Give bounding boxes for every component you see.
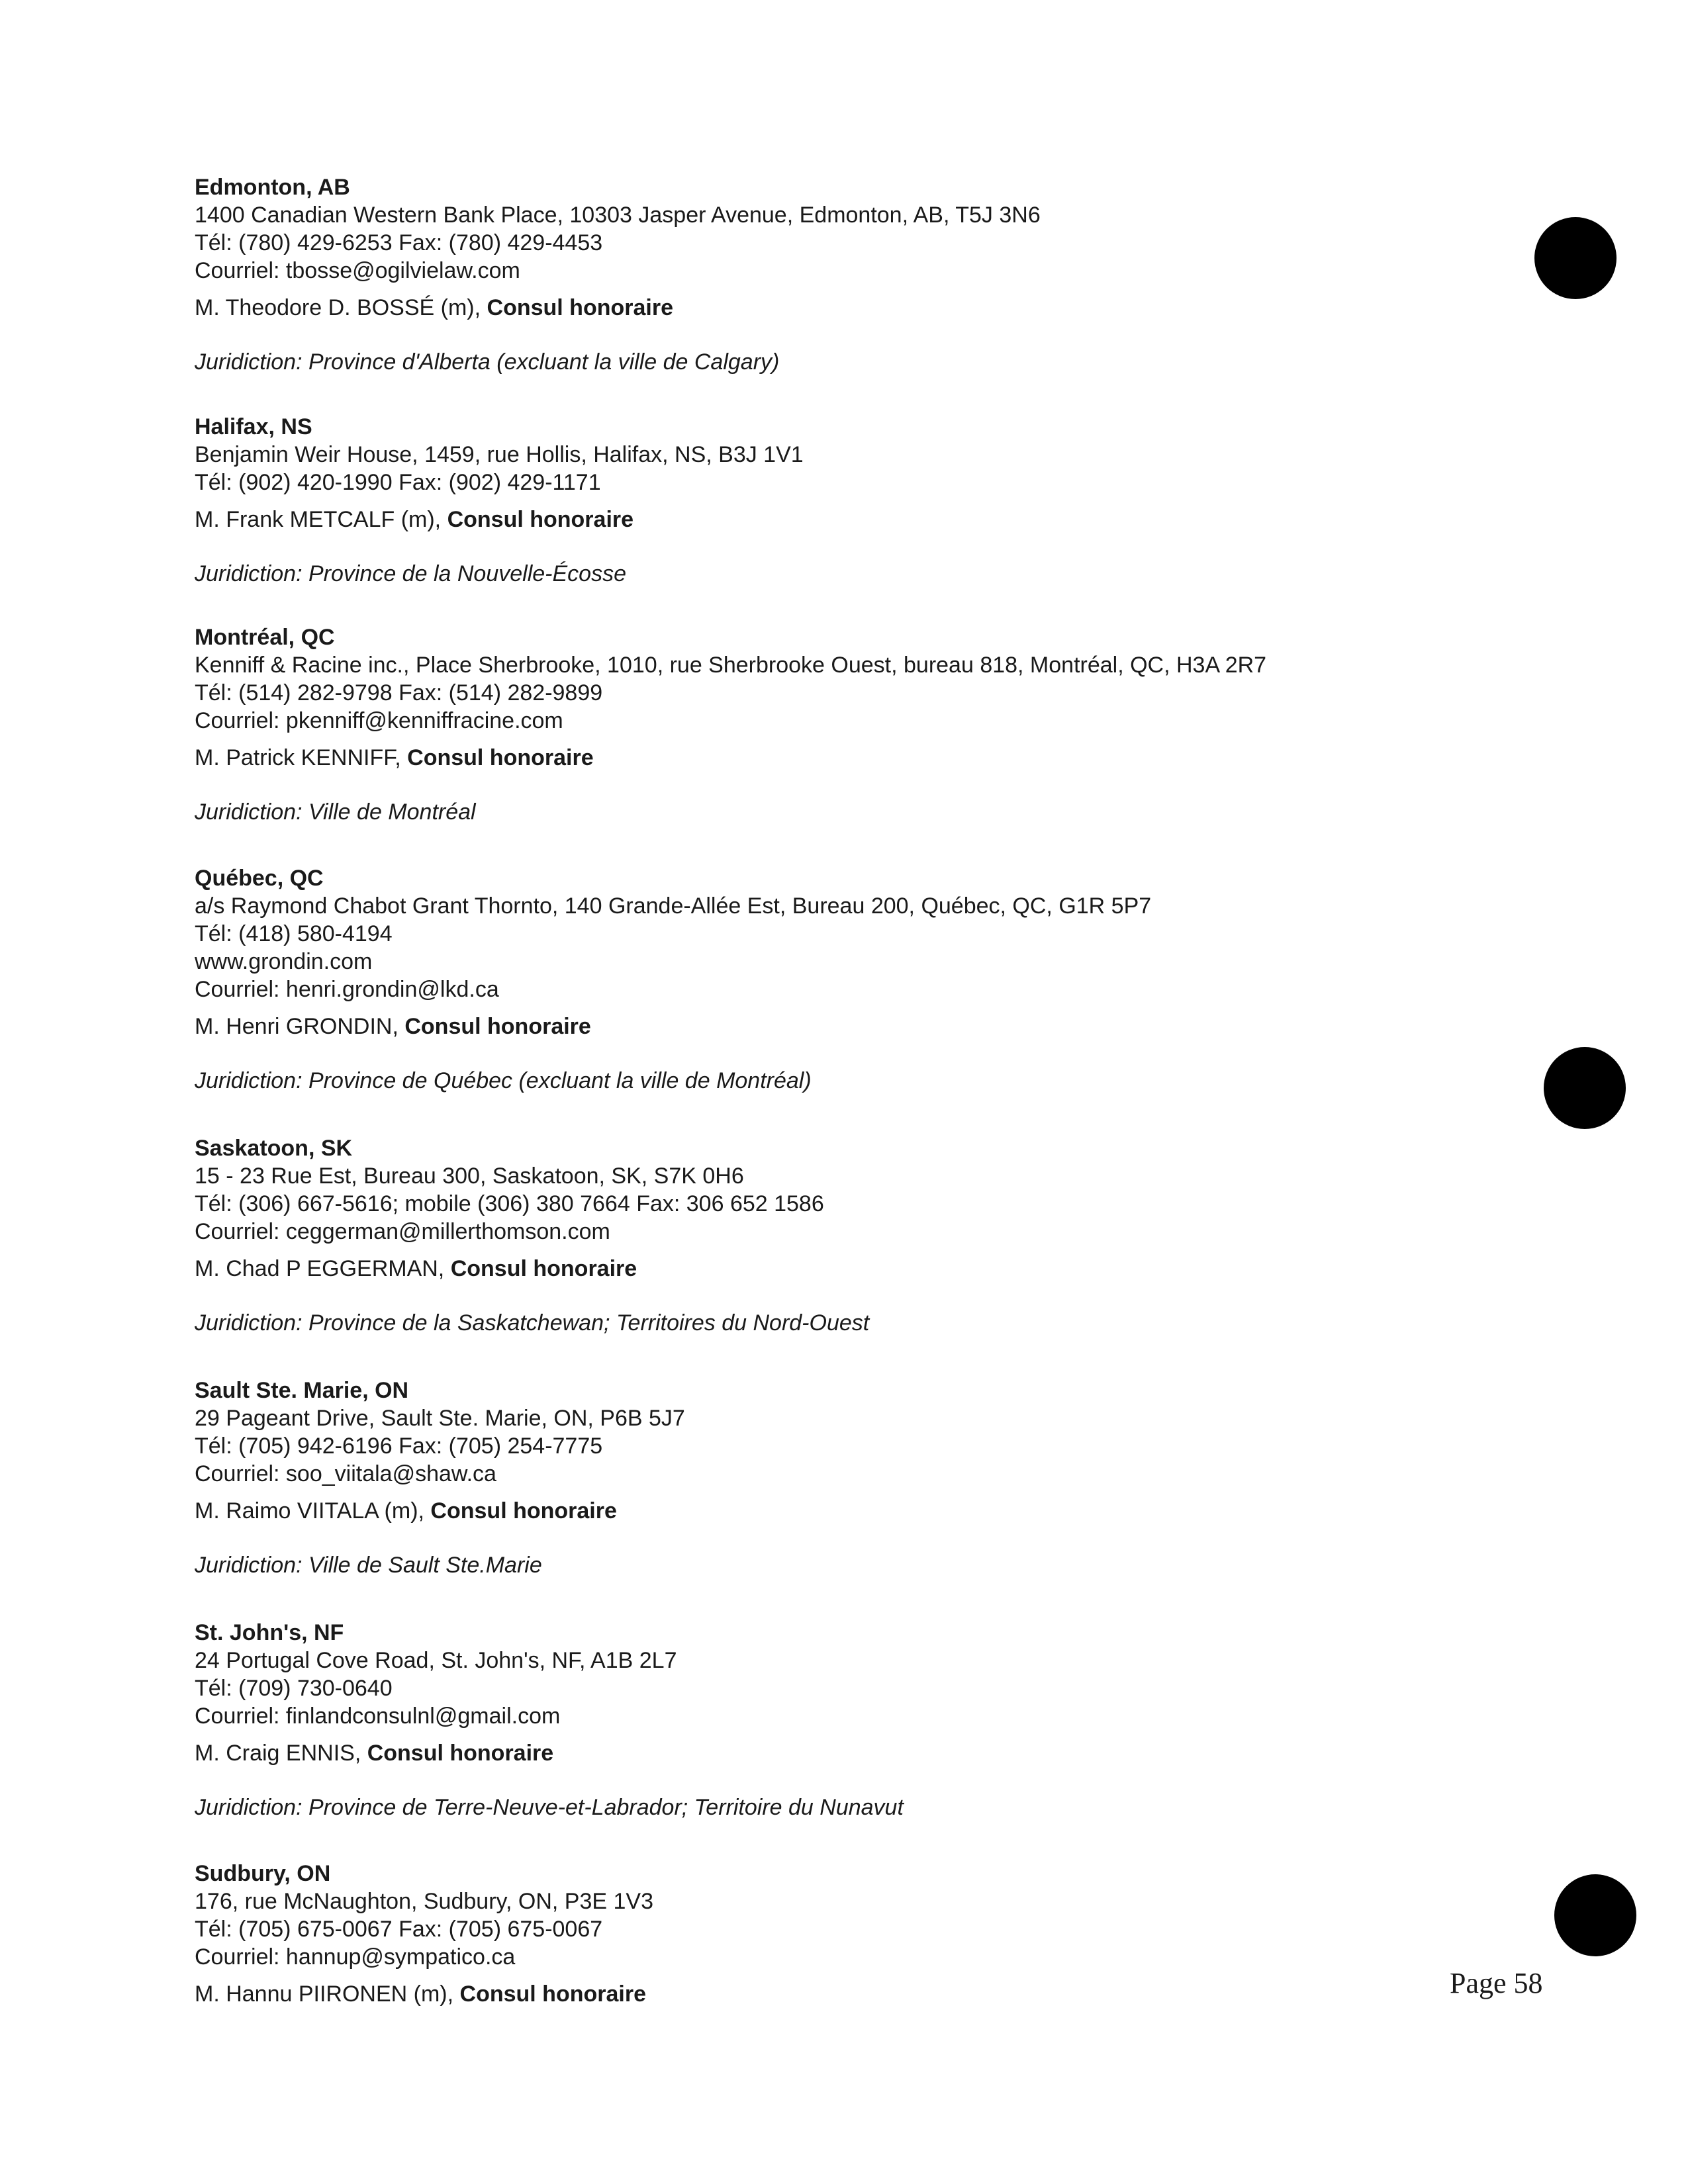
consul-title: Consul honoraire [404,1014,591,1039]
punch-hole-bottom [1554,1874,1636,1956]
consul-title: Consul honoraire [447,507,634,532]
consulate-entry-saskatoon [195,1134,1452,1337]
consul-line [195,1497,1452,1525]
address-line: 24 Portugal Cove Road, St. John's, NF, A1B 2L7 [195,1648,677,1673]
email-line: Courriel: henri.grondin@lkd.ca [195,977,499,1002]
email-line: Courriel: hannup@sympatico.ca [195,1944,516,1970]
city-heading: Halifax, NS [195,414,312,439]
city-heading: Sudbury, ON [195,1861,331,1886]
consul-name: M. Henri GRONDIN, [195,1014,405,1039]
jurisdiction-line: Juridiction: Province de la Nouvelle-Écosse [195,561,626,586]
consul-name: M. Hannu PIIRONEN (m), [195,1981,460,2007]
address-line: 29 Pageant Drive, Sault Ste. Marie, ON, P6B 5J7 [195,1406,685,1431]
consul-title: Consul honoraire [407,745,594,770]
consul-name: M. Patrick KENNIFF, [195,745,408,770]
jurisdiction-line: Juridiction: Ville de Montréal [195,799,476,825]
phone-line: Tél: (514) 282-9798 Fax: (514) 282-9899 [195,680,603,705]
consul-line [195,1255,1452,1283]
city-heading: Sault Ste. Marie, ON [195,1378,409,1403]
consul-title: Consul honoraire [430,1498,617,1524]
consul-line [195,1980,1452,2008]
punch-hole-top [1534,217,1617,299]
phone-line: Tél: (705) 675-0067 Fax: (705) 675-0067 [195,1917,603,1942]
consulate-entry-edmonton [195,173,1452,376]
consul-title: Consul honoraire [367,1741,554,1766]
phone-line: Tél: (709) 730-0640 [195,1676,393,1701]
consul-line [195,1739,1452,1767]
consul-title: Consul honoraire [450,1256,637,1281]
phone-line: Tél: (705) 942-6196 Fax: (705) 254-7775 [195,1433,603,1459]
phone-line: Tél: (902) 420-1990 Fax: (902) 429-1171 [195,470,601,495]
city-heading: St. John's, NF [195,1620,344,1645]
consul-name: M. Chad P EGGERMAN, [195,1256,451,1281]
address-line: a/s Raymond Chabot Grant Thornto, 140 Grande-Allée Est, Bureau 200, Québec, QC, G1R 5P7 [195,893,1152,919]
phone-line: Tél: (780) 429-6253 Fax: (780) 429-4453 [195,230,603,255]
address-line: 1400 Canadian Western Bank Place, 10303 Jasper Avenue, Edmonton, AB, T5J 3N6 [195,203,1041,228]
consul-name: M. Raimo VIITALA (m), [195,1498,431,1524]
website-line: www.grondin.com [195,949,373,974]
email-line: Courriel: ceggerman@millerthomson.com [195,1219,610,1244]
phone-line: Tél: (306) 667-5616; mobile (306) 380 7664 Fax: 306 652 1586 [195,1191,824,1216]
consul-line [195,1013,1452,1040]
city-heading: Québec, QC [195,866,324,891]
jurisdiction-line: Juridiction: Province de la Saskatchewan; Territoires du Nord-Ouest [195,1310,870,1336]
address-line: Benjamin Weir House, 1459, rue Hollis, Halifax, NS, B3J 1V1 [195,442,804,467]
consul-name: M. Theodore D. BOSSÉ (m), [195,295,487,320]
phone-line: Tél: (418) 580-4194 [195,921,393,946]
email-line: Courriel: tbosse@ogilvielaw.com [195,258,520,283]
page-number: Page 58 [1450,1967,1543,1999]
jurisdiction-line: Juridiction: Province de Terre-Neuve-et-Labrador; Territoire du Nunavut [195,1795,904,1820]
email-line: Courriel: finlandconsulnl@gmail.com [195,1704,561,1729]
address-line: Kenniff & Racine inc., Place Sherbrooke, 1010, rue Sherbrooke Ouest, bureau 818, Montréal, QC, H3A 2R7 [195,653,1267,678]
consulate-entry-sault-ste-marie [195,1377,1452,1579]
email-line: Courriel: soo_viitala@shaw.ca [195,1461,496,1486]
city-heading: Saskatoon, SK [195,1136,353,1161]
jurisdiction-line: Juridiction: Ville de Sault Ste.Marie [195,1553,542,1578]
consulate-entry-quebec [195,864,1452,1095]
consul-name: M. Craig ENNIS, [195,1741,367,1766]
city-heading: Edmonton, AB [195,175,350,200]
consul-line [195,294,1452,322]
consulate-entry-montreal [195,623,1452,826]
city-heading: Montréal, QC [195,625,335,650]
punch-hole-middle [1544,1047,1626,1129]
consul-title: Consul honoraire [487,295,673,320]
consulate-entry-sudbury [195,1860,1452,2008]
jurisdiction-line: Juridiction: Province de Québec (excluant la ville de Montréal) [195,1068,812,1093]
consulate-entry-st-johns [195,1619,1452,1821]
address-line: 15 - 23 Rue Est, Bureau 300, Saskatoon, SK, S7K 0H6 [195,1163,744,1189]
consul-line [195,506,1452,533]
consul-name: M. Frank METCALF (m), [195,507,447,532]
jurisdiction-line: Juridiction: Province d'Alberta (excluant la ville de Calgary) [195,349,780,375]
consulate-entry-halifax [195,413,1452,588]
consul-title: Consul honoraire [459,1981,646,2007]
address-line: 176, rue McNaughton, Sudbury, ON, P3E 1V3 [195,1889,653,1914]
email-line: Courriel: pkenniff@kenniffracine.com [195,708,563,733]
consul-line [195,744,1452,772]
